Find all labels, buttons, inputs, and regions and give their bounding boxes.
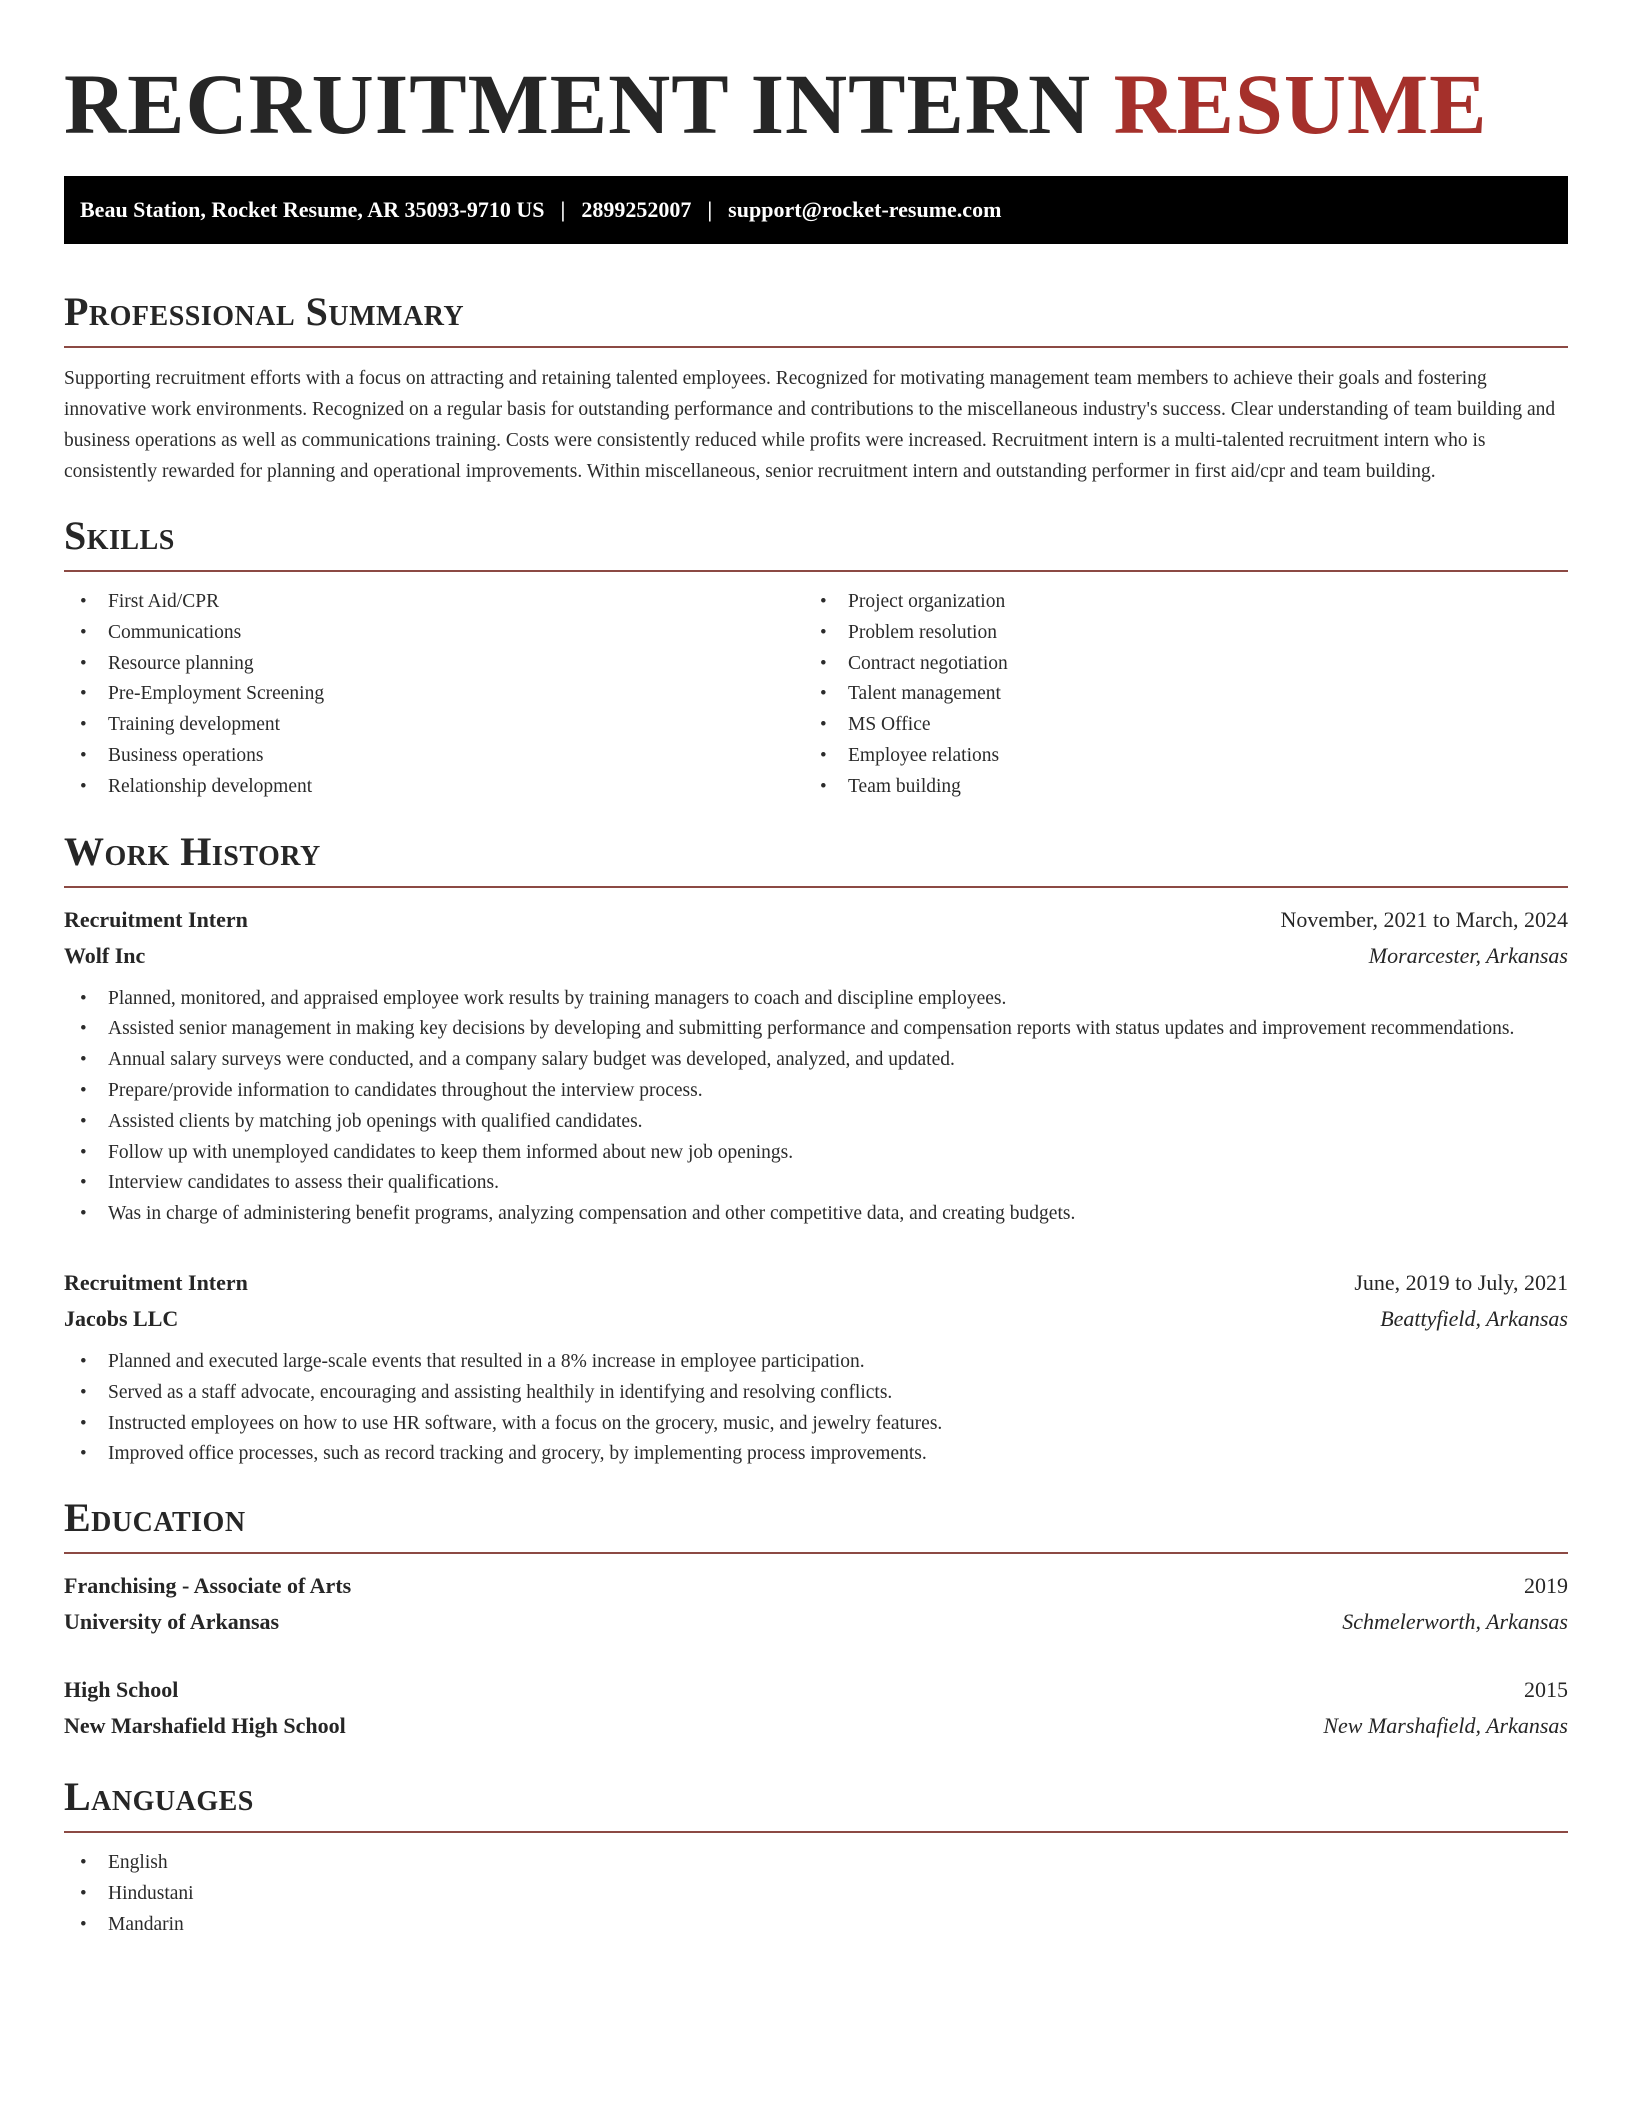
skills-list-left — [64, 587, 804, 803]
skill-item: • First Aid/CPR — [64, 587, 804, 618]
skill-item: • Project organization — [804, 587, 1544, 618]
education-year: 2019 — [1524, 1573, 1568, 1599]
job-dates: November, 2021 to March, 2024 — [1280, 906, 1568, 932]
skill-item: • Business operations — [64, 741, 804, 772]
skill-item: • Team building — [804, 772, 1544, 803]
job-duty: • Annual salary surveys were conducted, and a company salary budget was developed, analyzed, and updated. — [64, 1045, 1568, 1076]
skill-item: • Pre-Employment Screening — [64, 679, 804, 710]
resume-title — [64, 0, 1568, 176]
education-degree-row — [64, 1568, 1568, 1604]
education-school-row — [64, 1604, 1568, 1640]
work-history-section — [64, 827, 1568, 1471]
job-duty: • Planned and executed large-scale events that resulted in a 8% increase in employee participation. — [64, 1347, 1568, 1378]
job-duty: • Follow up with unemployed candidates to keep them informed about new job openings. — [64, 1138, 1568, 1169]
skill-item: • Problem resolution — [804, 618, 1544, 649]
contact-separator: | — [707, 197, 713, 222]
job-header-row — [64, 1265, 1568, 1301]
summary-text: Supporting recruitment efforts with a focus on attracting and retaining talented employees. Recognized for motivating management team members to achieve their goals and fostering innovative work environments. Recognized on a regular basis for outstanding performance and contributions to the miscellaneous industry's success. Clear understanding of team building and business operations as well as communications training. Costs were consistently reduced while profits were increased. Recruitment intern is a multi-talented recruitment intern who is consistently rewarded for planning and operational improvements. Within miscellaneous, senior recruitment intern and outstanding performer in first aid/cpr and team building. — [64, 368, 1556, 482]
education-location: New Marshafield, Arkansas — [1323, 1713, 1568, 1739]
skill-item: • Talent management — [804, 679, 1544, 710]
job-entry — [64, 1265, 1568, 1470]
language-item: • English — [64, 1848, 1568, 1879]
section-heading-skills: Skills — [64, 513, 175, 558]
job-entry — [64, 902, 1568, 1230]
skill-item: • Relationship development — [64, 772, 804, 803]
job-duties-list — [64, 984, 1568, 1230]
job-duty: • Instructed employees on how to use HR software, with a focus on the grocery, music, and jewelry features. — [64, 1409, 1568, 1440]
section-heading-education: Education — [64, 1495, 246, 1541]
job-duty: • Planned, monitored, and appraised employee work results by training managers to coach and discipline employees. — [64, 984, 1568, 1015]
job-location: Morarcester, Arkansas — [1368, 942, 1568, 968]
education-entry — [64, 1568, 1568, 1640]
contact-bar — [64, 176, 1568, 244]
education-entry — [64, 1672, 1568, 1744]
education-degree: Franchising - Associate of Arts — [64, 1573, 352, 1599]
skills-list-right — [804, 587, 1544, 803]
languages-section — [64, 1772, 1568, 1940]
language-item: • Hindustani — [64, 1879, 1568, 1910]
job-dates: June, 2019 to July, 2021 — [1354, 1269, 1568, 1295]
job-duty: • Improved office processes, such as record tracking and grocery, by implementing process improvements. — [64, 1439, 1568, 1470]
job-duty: • Assisted clients by matching job openings with qualified candidates. — [64, 1107, 1568, 1138]
skill-item: • Resource planning — [64, 649, 804, 680]
title-accent: RESUME — [1113, 56, 1488, 152]
contact-address: Beau Station, Rocket Resume, AR 35093-9710 US — [80, 197, 545, 222]
section-divider — [64, 570, 1568, 572]
education-school: New Marshafield High School — [64, 1713, 346, 1739]
skill-item: • Training development — [64, 710, 804, 741]
job-title: Recruitment Intern — [64, 906, 248, 932]
job-company-row — [64, 1301, 1568, 1337]
job-duty: • Prepare/provide information to candidates throughout the interview process. — [64, 1076, 1568, 1107]
skills-section — [64, 511, 1568, 803]
skill-item: • Communications — [64, 618, 804, 649]
skill-item: • MS Office — [804, 710, 1544, 741]
job-duty: • Assisted senior management in making key decisions by developing and submitting performance and compensation reports with status updates and improvement recommendations. — [64, 1014, 1568, 1045]
section-divider — [64, 1831, 1568, 1833]
job-duties-list — [64, 1347, 1568, 1470]
section-heading-languages: Languages — [64, 1774, 254, 1820]
education-year: 2015 — [1524, 1677, 1568, 1703]
resume-page — [64, 0, 1568, 1941]
education-school-row — [64, 1708, 1568, 1744]
education-degree: High School — [64, 1677, 179, 1703]
education-location: Schmelerworth, Arkansas — [1342, 1609, 1568, 1635]
section-divider — [64, 1552, 1568, 1554]
education-degree-row — [64, 1672, 1568, 1708]
skill-item: • Contract negotiation — [804, 649, 1544, 680]
summary-section — [64, 287, 1568, 487]
skills-grid — [64, 587, 1568, 803]
education-school: University of Arkansas — [64, 1609, 280, 1635]
contact-separator: | — [560, 197, 566, 222]
skill-item: • Employee relations — [804, 741, 1544, 772]
title-main: RECRUITMENT INTERN — [64, 56, 1092, 152]
job-title: Recruitment Intern — [64, 1269, 248, 1295]
contact-email: support@rocket-resume.com — [728, 197, 1002, 222]
contact-phone: 2899252007 — [581, 197, 692, 222]
section-divider — [64, 346, 1568, 348]
job-location: Beattyfield, Arkansas — [1380, 1305, 1568, 1331]
job-duty: • Served as a staff advocate, encouraging and assisting healthily in identifying and resolving conflicts. — [64, 1378, 1568, 1409]
section-heading-work-history: Work History — [64, 828, 321, 874]
job-duty: • Was in charge of administering benefit programs, analyzing compensation and other competitive data, and creating budgets. — [64, 1199, 1568, 1230]
job-header-row — [64, 902, 1568, 938]
section-divider — [64, 886, 1568, 888]
job-company-row — [64, 938, 1568, 974]
job-company: Jacobs LLC — [64, 1305, 179, 1331]
language-item: • Mandarin — [64, 1910, 1568, 1941]
languages-list — [64, 1848, 1568, 1940]
education-section — [64, 1493, 1568, 1744]
job-duty: • Interview candidates to assess their qualifications. — [64, 1168, 1568, 1199]
job-company: Wolf Inc — [64, 942, 146, 968]
section-heading-summary: Professional Summary — [64, 289, 465, 334]
